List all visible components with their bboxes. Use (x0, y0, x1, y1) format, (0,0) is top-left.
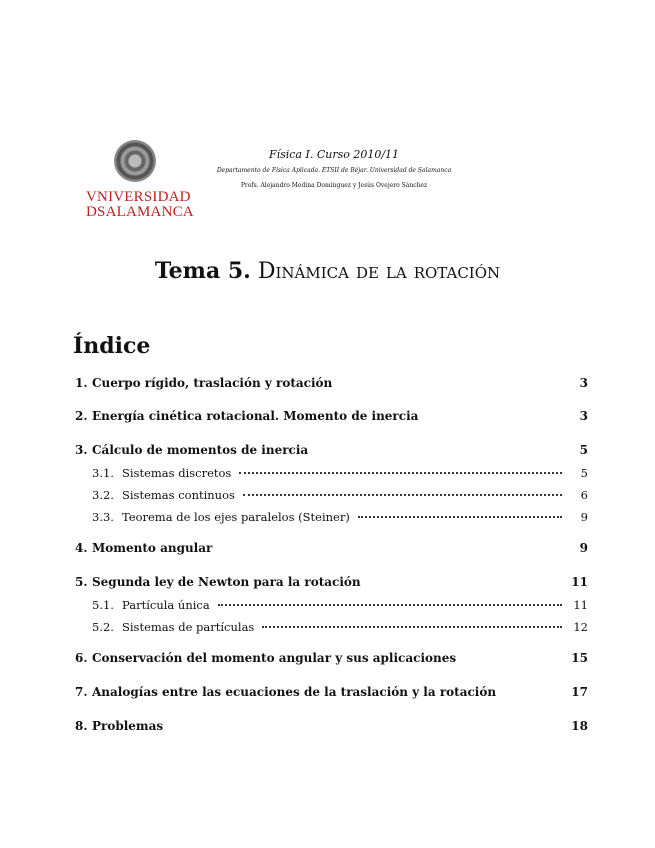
toc-section-number: 6. (75, 651, 88, 665)
toc-subsection-title: Sistemas continuos (122, 488, 235, 502)
toc-section-page: 3 (579, 376, 588, 390)
course-line: Física I. Curso 2010/11 (268, 148, 400, 161)
toc-section-5[interactable] (75, 575, 590, 593)
title-text: Dinámica de la rotación (257, 259, 501, 284)
toc-subsection-page: 9 (580, 510, 588, 524)
toc-section-page: 15 (571, 651, 588, 665)
toc-section-title: Momento angular (92, 541, 213, 555)
toc-subsection-number: 3.2. (92, 488, 114, 502)
toc-section-number: 8. (75, 719, 88, 733)
toc-leader-dots (218, 604, 562, 606)
toc-subsection-number: 5.2. (92, 620, 114, 634)
toc-section-number: 7. (75, 685, 88, 699)
toc-leader-dots (262, 626, 562, 628)
toc-section-title: Segunda ley de Newton para la rotación (92, 575, 361, 589)
toc-section-page: 3 (579, 409, 588, 423)
toc-leader-dots (239, 472, 562, 474)
toc-section-number: 2. (75, 409, 88, 423)
toc-subsection-number: 3.1. (92, 466, 114, 480)
toc-section-number: 1. (75, 376, 88, 390)
toc-section-title: Energía cinética rotacional. Momento de inercia (92, 409, 419, 423)
toc-section-4[interactable] (75, 541, 590, 559)
toc-section-title: Problemas (92, 719, 164, 733)
toc-subsection-page: 5 (580, 466, 588, 480)
toc-section-number: 3. (75, 443, 88, 457)
toc-section-page: 11 (571, 575, 588, 589)
university-logo (84, 140, 194, 222)
toc-section-1[interactable] (75, 376, 590, 394)
toc-section-title: Cuerpo rígido, traslación y rotación (92, 376, 333, 390)
toc-subsection-title: Sistemas de partículas (122, 620, 255, 634)
toc-section-number: 5. (75, 575, 88, 589)
index-heading: Índice (73, 333, 151, 359)
toc-section-page: 18 (571, 719, 588, 733)
toc-subsection-number: 5.1. (92, 598, 114, 612)
toc-section-page: 9 (579, 541, 588, 555)
toc-leader-dots (243, 494, 562, 496)
department-line: Departamento de Física Aplicada. ETSII de Béjar. Universidad de Salamanca (216, 167, 452, 174)
toc-subsection-5-1[interactable] (92, 598, 590, 616)
professors-line: Profs. Alejandro Medina Domínguez y Jesús Ovejero Sánchez (240, 182, 428, 189)
toc-section-page: 17 (571, 685, 588, 699)
toc-subsection-3-3[interactable] (92, 510, 590, 528)
toc-subsection-number: 3.3. (92, 510, 114, 524)
toc-section-title: Cálculo de momentos de inercia (92, 443, 309, 457)
toc-section-page: 5 (579, 443, 588, 457)
toc-leader-dots (358, 516, 562, 518)
toc-section-2[interactable] (75, 409, 590, 427)
university-seal-icon (114, 140, 156, 182)
toc-section-number: 4. (75, 541, 88, 555)
toc-subsection-3-2[interactable] (92, 488, 590, 506)
toc-section-6[interactable] (75, 651, 590, 669)
title-prefix: Tema 5. (154, 258, 251, 284)
toc-subsection-5-2[interactable] (92, 620, 590, 638)
toc-section-7[interactable] (75, 685, 590, 703)
toc-subsection-title: Sistemas discretos (122, 466, 232, 480)
document-title (0, 258, 655, 284)
toc-section-8[interactable] (75, 719, 590, 737)
logo-line-2: DSALAMANCA (86, 204, 194, 220)
logo-line-1: VNIVERSIDAD (86, 189, 191, 205)
toc-subsection-page: 12 (573, 620, 588, 634)
toc-subsection-page: 6 (580, 488, 588, 502)
toc-subsection-title: Teorema de los ejes paralelos (Steiner) (122, 510, 350, 524)
toc-subsection-title: Partícula única (122, 598, 210, 612)
toc-section-title: Analogías entre las ecuaciones de la traslación y la rotación (92, 685, 497, 699)
toc-subsection-3-1[interactable] (92, 466, 590, 484)
toc-section-title: Conservación del momento angular y sus aplicaciones (92, 651, 457, 665)
toc-section-3[interactable] (75, 443, 590, 461)
toc-subsection-page: 11 (573, 598, 588, 612)
